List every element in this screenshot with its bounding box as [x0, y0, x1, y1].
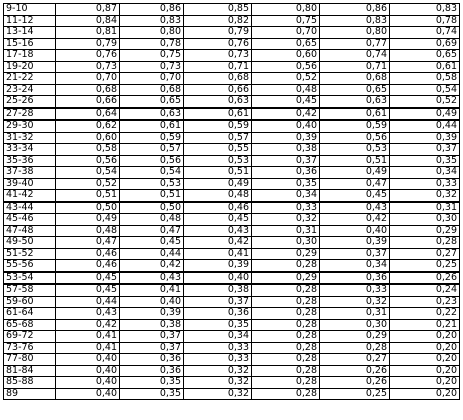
value-cell: 0,28 — [252, 354, 320, 366]
value-cell: 0,75 — [252, 15, 320, 27]
table-row — [4, 342, 460, 354]
value-cell: 0,28 — [252, 284, 320, 296]
table-row — [4, 237, 460, 249]
value-cell: 0,42 — [320, 214, 390, 226]
table-row — [4, 50, 460, 62]
value-cell: 0,69 — [390, 38, 460, 50]
table-row — [4, 73, 460, 85]
value-cell: 0,32 — [320, 296, 390, 308]
value-cell: 0,42 — [252, 108, 320, 121]
value-cell: 0,31 — [390, 202, 460, 214]
value-cell: 0,53 — [184, 155, 252, 167]
table-row — [4, 225, 460, 237]
value-cell: 0,45 — [320, 190, 390, 202]
value-cell: 0,42 — [184, 237, 252, 249]
value-cell: 0,39 — [252, 132, 320, 144]
value-cell: 0,68 — [320, 73, 390, 85]
value-cell: 0,33 — [184, 354, 252, 366]
table-row — [4, 167, 460, 179]
value-cell: 0,35 — [120, 388, 184, 400]
value-cell: 0,74 — [390, 27, 460, 39]
value-cell: 0,28 — [390, 237, 460, 249]
table-row — [4, 365, 460, 377]
value-cell: 0,87 — [56, 4, 120, 16]
table-row — [4, 331, 460, 343]
row-label-cell: 17-18 — [4, 50, 56, 62]
value-cell: 0,34 — [320, 260, 390, 272]
value-cell: 0,32 — [390, 190, 460, 202]
table-row — [4, 4, 460, 16]
value-cell: 0,61 — [184, 108, 252, 121]
value-cell: 0,28 — [252, 319, 320, 331]
value-cell: 0,28 — [252, 342, 320, 354]
row-label-cell: 77-80 — [4, 354, 56, 366]
value-cell: 0,57 — [120, 144, 184, 156]
value-cell: 0,52 — [390, 96, 460, 108]
value-cell: 0,77 — [320, 38, 390, 50]
value-cell: 0,40 — [252, 120, 320, 132]
table-row — [4, 248, 460, 260]
value-cell: 0,47 — [56, 237, 120, 249]
row-label-cell: 15-16 — [4, 38, 56, 50]
value-cell: 0,36 — [252, 167, 320, 179]
value-cell: 0,33 — [390, 178, 460, 190]
value-cell: 0,71 — [184, 61, 252, 73]
value-cell: 0,29 — [252, 248, 320, 260]
value-cell: 0,33 — [184, 342, 252, 354]
value-cell: 0,35 — [390, 155, 460, 167]
table-row — [4, 144, 460, 156]
value-cell: 0,65 — [390, 50, 460, 62]
value-cell: 0,51 — [56, 190, 120, 202]
value-cell: 0,61 — [390, 61, 460, 73]
value-cell: 0,68 — [120, 84, 184, 96]
value-cell: 0,46 — [56, 260, 120, 272]
value-cell: 0,50 — [120, 202, 184, 214]
table-row — [4, 354, 460, 366]
value-cell: 0,49 — [56, 214, 120, 226]
table-row — [4, 388, 460, 400]
value-cell: 0,86 — [120, 4, 184, 16]
table-row — [4, 260, 460, 272]
value-cell: 0,38 — [184, 284, 252, 296]
table-row — [4, 319, 460, 331]
value-cell: 0,28 — [320, 342, 390, 354]
value-cell: 0,46 — [184, 202, 252, 214]
row-label-cell: 73-76 — [4, 342, 56, 354]
value-cell: 0,81 — [56, 27, 120, 39]
value-cell: 0,48 — [184, 190, 252, 202]
value-cell: 0,35 — [184, 319, 252, 331]
value-cell: 0,39 — [390, 132, 460, 144]
value-cell: 0,37 — [120, 331, 184, 343]
row-label-cell: 85-88 — [4, 377, 56, 389]
row-label-cell: 59-60 — [4, 296, 56, 308]
table-row — [4, 120, 460, 132]
value-cell: 0,40 — [56, 354, 120, 366]
row-label-cell: 57-58 — [4, 284, 56, 296]
value-cell: 0,28 — [252, 388, 320, 400]
row-label-cell: 65-68 — [4, 319, 56, 331]
value-cell: 0,70 — [120, 73, 184, 85]
table-row — [4, 190, 460, 202]
value-cell: 0,60 — [56, 132, 120, 144]
value-cell: 0,28 — [252, 260, 320, 272]
coefficient-table-container — [3, 3, 459, 400]
value-cell: 0,73 — [184, 50, 252, 62]
value-cell: 0,28 — [252, 296, 320, 308]
value-cell: 0,73 — [120, 61, 184, 73]
value-cell: 0,59 — [184, 120, 252, 132]
value-cell: 0,37 — [390, 144, 460, 156]
value-cell: 0,32 — [184, 377, 252, 389]
value-cell: 0,65 — [252, 38, 320, 50]
table-row — [4, 296, 460, 308]
value-cell: 0,34 — [390, 167, 460, 179]
value-cell: 0,37 — [252, 155, 320, 167]
value-cell: 0,50 — [56, 202, 120, 214]
table-row — [4, 377, 460, 389]
row-label-cell: 9-10 — [4, 4, 56, 16]
value-cell: 0,35 — [120, 377, 184, 389]
value-cell: 0,82 — [184, 15, 252, 27]
value-cell: 0,39 — [184, 260, 252, 272]
value-cell: 0,49 — [184, 178, 252, 190]
value-cell: 0,51 — [120, 190, 184, 202]
value-cell: 0,47 — [320, 178, 390, 190]
value-cell: 0,76 — [56, 50, 120, 62]
row-label-cell: 53-54 — [4, 272, 56, 285]
table-row — [4, 214, 460, 226]
value-cell: 0,71 — [320, 61, 390, 73]
row-label-cell: 43-44 — [4, 202, 56, 214]
table-row — [4, 178, 460, 190]
table-row — [4, 202, 460, 214]
value-cell: 0,27 — [320, 354, 390, 366]
value-cell: 0,28 — [252, 308, 320, 320]
row-label-cell: 35-36 — [4, 155, 56, 167]
row-label-cell: 27-28 — [4, 108, 56, 121]
row-label-cell: 29-30 — [4, 120, 56, 132]
value-cell: 0,78 — [120, 38, 184, 50]
value-cell: 0,55 — [184, 144, 252, 156]
value-cell: 0,30 — [252, 237, 320, 249]
value-cell: 0,75 — [120, 50, 184, 62]
value-cell: 0,22 — [390, 308, 460, 320]
row-label-cell: 55-56 — [4, 260, 56, 272]
value-cell: 0,32 — [184, 388, 252, 400]
table-row — [4, 272, 460, 285]
value-cell: 0,20 — [390, 354, 460, 366]
value-cell: 0,49 — [390, 108, 460, 121]
value-cell: 0,37 — [320, 248, 390, 260]
value-cell: 0,57 — [184, 132, 252, 144]
value-cell: 0,63 — [320, 96, 390, 108]
value-cell: 0,38 — [252, 144, 320, 156]
value-cell: 0,24 — [390, 284, 460, 296]
table-row — [4, 27, 460, 39]
row-label-cell: 89 — [4, 388, 56, 400]
value-cell: 0,43 — [184, 225, 252, 237]
value-cell: 0,64 — [56, 108, 120, 121]
value-cell: 0,26 — [320, 365, 390, 377]
row-label-cell: 61-64 — [4, 308, 56, 320]
value-cell: 0,41 — [120, 284, 184, 296]
value-cell: 0,51 — [320, 155, 390, 167]
value-cell: 0,54 — [390, 84, 460, 96]
value-cell: 0,56 — [56, 155, 120, 167]
value-cell: 0,37 — [184, 296, 252, 308]
value-cell: 0,35 — [252, 178, 320, 190]
value-cell: 0,28 — [252, 377, 320, 389]
value-cell: 0,58 — [390, 73, 460, 85]
value-cell: 0,34 — [184, 331, 252, 343]
value-cell: 0,30 — [390, 214, 460, 226]
value-cell: 0,20 — [390, 342, 460, 354]
row-label-cell: 11-12 — [4, 15, 56, 27]
value-cell: 0,59 — [320, 120, 390, 132]
row-label-cell: 69-72 — [4, 331, 56, 343]
table-row — [4, 84, 460, 96]
value-cell: 0,61 — [320, 108, 390, 121]
value-cell: 0,79 — [184, 27, 252, 39]
value-cell: 0,48 — [120, 214, 184, 226]
value-cell: 0,27 — [390, 248, 460, 260]
row-label-cell: 41-42 — [4, 190, 56, 202]
value-cell: 0,26 — [390, 272, 460, 285]
value-cell: 0,45 — [56, 284, 120, 296]
value-cell: 0,80 — [320, 27, 390, 39]
table-row — [4, 308, 460, 320]
value-cell: 0,29 — [390, 225, 460, 237]
value-cell: 0,70 — [56, 73, 120, 85]
row-label-cell: 49-50 — [4, 237, 56, 249]
value-cell: 0,45 — [56, 272, 120, 285]
value-cell: 0,52 — [252, 73, 320, 85]
value-cell: 0,73 — [56, 61, 120, 73]
value-cell: 0,58 — [56, 144, 120, 156]
row-label-cell: 21-22 — [4, 73, 56, 85]
value-cell: 0,76 — [184, 38, 252, 50]
value-cell: 0,29 — [252, 272, 320, 285]
value-cell: 0,43 — [56, 308, 120, 320]
value-cell: 0,42 — [56, 319, 120, 331]
value-cell: 0,43 — [320, 202, 390, 214]
value-cell: 0,32 — [184, 365, 252, 377]
value-cell: 0,40 — [56, 377, 120, 389]
value-cell: 0,25 — [390, 260, 460, 272]
value-cell: 0,37 — [120, 342, 184, 354]
value-cell: 0,46 — [56, 248, 120, 260]
value-cell: 0,28 — [252, 365, 320, 377]
table-row — [4, 155, 460, 167]
value-cell: 0,31 — [320, 308, 390, 320]
value-cell: 0,84 — [56, 15, 120, 27]
value-cell: 0,79 — [56, 38, 120, 50]
value-cell: 0,30 — [320, 319, 390, 331]
table-row — [4, 38, 460, 50]
value-cell: 0,56 — [120, 155, 184, 167]
value-cell: 0,31 — [252, 225, 320, 237]
value-cell: 0,68 — [184, 73, 252, 85]
value-cell: 0,83 — [120, 15, 184, 27]
value-cell: 0,36 — [184, 308, 252, 320]
row-label-cell: 39-40 — [4, 178, 56, 190]
value-cell: 0,21 — [390, 319, 460, 331]
value-cell: 0,20 — [390, 388, 460, 400]
value-cell: 0,66 — [184, 84, 252, 96]
value-cell: 0,20 — [390, 377, 460, 389]
value-cell: 0,70 — [252, 27, 320, 39]
value-cell: 0,48 — [56, 225, 120, 237]
value-cell: 0,62 — [56, 120, 120, 132]
row-label-cell: 45-46 — [4, 214, 56, 226]
table-row — [4, 132, 460, 144]
value-cell: 0,85 — [184, 4, 252, 16]
row-label-cell: 81-84 — [4, 365, 56, 377]
value-cell: 0,33 — [320, 284, 390, 296]
value-cell: 0,53 — [320, 144, 390, 156]
value-cell: 0,26 — [320, 377, 390, 389]
table-row — [4, 61, 460, 73]
row-label-cell: 47-48 — [4, 225, 56, 237]
value-cell: 0,41 — [56, 342, 120, 354]
value-cell: 0,65 — [320, 84, 390, 96]
row-label-cell: 31-32 — [4, 132, 56, 144]
value-cell: 0,25 — [320, 388, 390, 400]
value-cell: 0,63 — [184, 96, 252, 108]
table-row — [4, 284, 460, 296]
value-cell: 0,53 — [120, 178, 184, 190]
value-cell: 0,44 — [56, 296, 120, 308]
value-cell: 0,40 — [120, 296, 184, 308]
value-cell: 0,41 — [184, 248, 252, 260]
value-cell: 0,36 — [320, 272, 390, 285]
table-row — [4, 108, 460, 121]
value-cell: 0,40 — [56, 388, 120, 400]
value-cell: 0,78 — [390, 15, 460, 27]
value-cell: 0,74 — [320, 50, 390, 62]
value-cell: 0,42 — [120, 260, 184, 272]
value-cell: 0,20 — [390, 365, 460, 377]
value-cell: 0,68 — [56, 84, 120, 96]
value-cell: 0,83 — [320, 15, 390, 27]
value-cell: 0,36 — [120, 365, 184, 377]
value-cell: 0,39 — [320, 237, 390, 249]
table-row — [4, 15, 460, 27]
value-cell: 0,66 — [56, 96, 120, 108]
row-label-cell: 51-52 — [4, 248, 56, 260]
value-cell: 0,40 — [184, 272, 252, 285]
value-cell: 0,86 — [320, 4, 390, 16]
value-cell: 0,51 — [184, 167, 252, 179]
value-cell: 0,41 — [56, 331, 120, 343]
row-label-cell: 23-24 — [4, 84, 56, 96]
value-cell: 0,45 — [252, 96, 320, 108]
row-label-cell: 33-34 — [4, 144, 56, 156]
value-cell: 0,43 — [120, 272, 184, 285]
value-cell: 0,44 — [390, 120, 460, 132]
value-cell: 0,20 — [390, 331, 460, 343]
value-cell: 0,40 — [320, 225, 390, 237]
value-cell: 0,54 — [56, 167, 120, 179]
row-label-cell: 37-38 — [4, 167, 56, 179]
table-row — [4, 96, 460, 108]
value-cell: 0,63 — [120, 108, 184, 121]
value-cell: 0,28 — [252, 331, 320, 343]
value-cell: 0,40 — [56, 365, 120, 377]
value-cell: 0,32 — [252, 214, 320, 226]
value-cell: 0,33 — [252, 202, 320, 214]
row-label-cell: 13-14 — [4, 27, 56, 39]
value-cell: 0,61 — [120, 120, 184, 132]
value-cell: 0,38 — [120, 319, 184, 331]
value-cell: 0,34 — [252, 190, 320, 202]
value-cell: 0,52 — [56, 178, 120, 190]
value-cell: 0,60 — [252, 50, 320, 62]
row-label-cell: 19-20 — [4, 61, 56, 73]
value-cell: 0,45 — [184, 214, 252, 226]
value-cell: 0,80 — [252, 4, 320, 16]
value-cell: 0,39 — [120, 308, 184, 320]
value-cell: 0,83 — [390, 4, 460, 16]
value-cell: 0,29 — [320, 331, 390, 343]
value-cell: 0,47 — [120, 225, 184, 237]
row-label-cell: 25-26 — [4, 96, 56, 108]
value-cell: 0,48 — [252, 84, 320, 96]
coefficient-table — [3, 3, 460, 400]
value-cell: 0,56 — [320, 132, 390, 144]
value-cell: 0,65 — [120, 96, 184, 108]
value-cell: 0,56 — [252, 61, 320, 73]
value-cell: 0,54 — [120, 167, 184, 179]
value-cell: 0,45 — [120, 237, 184, 249]
value-cell: 0,80 — [120, 27, 184, 39]
value-cell: 0,49 — [320, 167, 390, 179]
table-body — [4, 4, 460, 400]
value-cell: 0,44 — [120, 248, 184, 260]
value-cell: 0,59 — [120, 132, 184, 144]
value-cell: 0,36 — [120, 354, 184, 366]
value-cell: 0,23 — [390, 296, 460, 308]
